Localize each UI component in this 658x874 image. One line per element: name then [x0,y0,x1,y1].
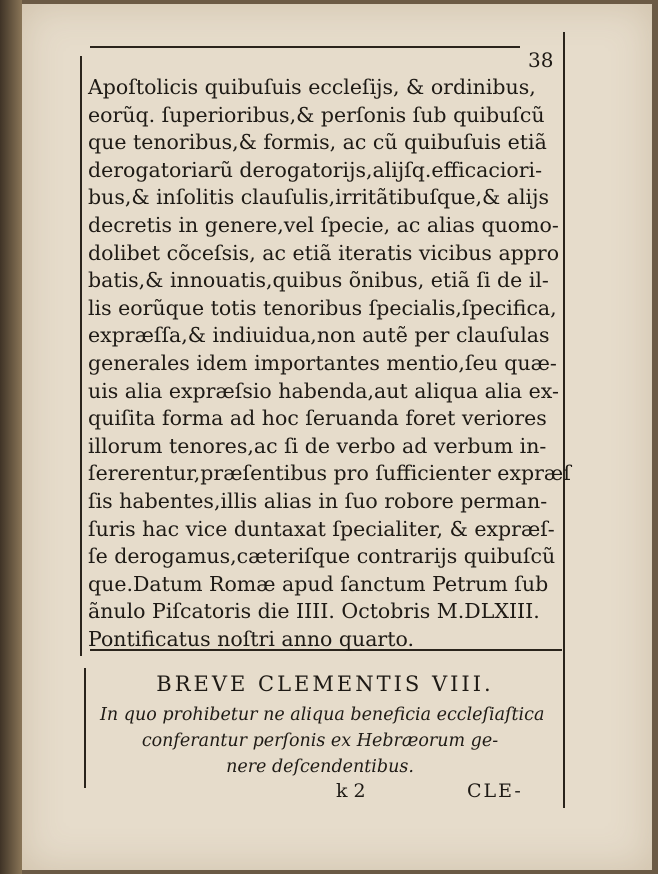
subheading-line: In quo prohibetur ne aliqua beneficia eccleſiaſtica [100,705,545,725]
text-line: uis alia expræſsio habenda,aut aliqua alia ex- [88,378,559,403]
text-line: ſuris hac vice duntaxat ſpecialiter, & expræſ- [88,516,555,541]
signature-mark: k 2 [336,780,366,802]
body-text [88,74,570,653]
frame-rule-left [80,56,82,656]
text-line: dolibet cõceſsis, ac etiã iteratis vicibus appro [88,240,560,265]
catchword: CLE- [467,780,523,802]
page-number: 38 [528,48,554,72]
subheading-line: conferantur perſonis ex Hebræorum ge- [141,731,499,751]
text-line: que.Datum Romæ apud ſanctum Petrum ſub [88,571,549,596]
text-line: bus,& inſolitis clauſulis,irritãtibuſque,& alijs [88,185,549,210]
section-subheading [100,702,545,780]
text-line: illorum tenores,ac ſi de verbo ad verbum in- [88,433,547,458]
text-line: derogatoriarũ derogatorijs,alijſq.efficaciori- [88,157,543,182]
text-line: eorũq. ſuperioribus,& perſonis ſub quibuſcũ [88,102,545,127]
subheading-line: nere deſcendentibus. [226,757,414,777]
text-line: expræſſa,& indiuidua,non autẽ per clauſulas [88,323,550,348]
text-line: ſererentur,præſentibus pro ſufficienter expræſ [88,461,571,486]
book-gutter [0,0,22,874]
section-heading: BREVE CLEMENTIS VIII. [156,672,494,696]
text-line: Apoſtolicis quibuſuis eccleſijs, & ordinibus, [88,75,536,99]
text-line: que tenoribus,& formis, ac cũ quibuſuis etiã [88,130,547,155]
text-line: quiſita forma ad hoc ſeruanda foret veriores [88,406,547,431]
frame-rule-top [90,46,520,48]
frame-rule-left-lower [84,668,86,788]
text-line: lis eorũque totis tenoribus ſpecialis,ſpecifica, [88,295,557,320]
text-line: decretis in genere,vel ſpecie, ac alias quomo- [88,212,559,237]
text-line: generales idem importantes mentio,ſeu quæ- [88,350,557,375]
text-line: ſe derogamus,cæteriſque contrarijs quibuſcũ [88,544,556,569]
text-line: Pontificatus noſtri anno quarto. [88,626,414,651]
text-line: ſis habentes,illis alias in ſuo robore perman- [88,488,548,513]
text-line: batis,& innouatis,quibus õnibus, etiã ſi de il- [88,268,549,293]
text-line: ãnulo Piſcatoris die IIII. Octobris M.DLXIII. [88,599,540,624]
